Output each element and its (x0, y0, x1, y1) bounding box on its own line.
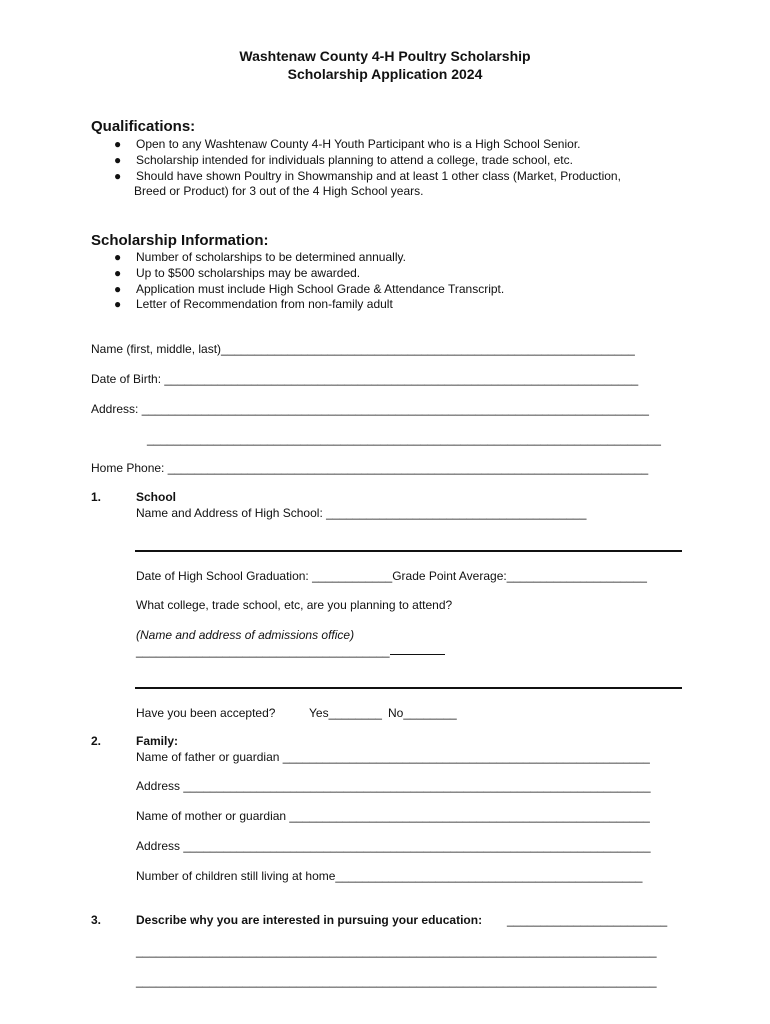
bullet-icon: ● (114, 250, 122, 264)
bullet-icon: ● (114, 137, 122, 151)
scholarship-info-item: ● Number of scholarships to be determined annually. (114, 250, 406, 264)
high-school-name-field[interactable]: Name and Address of High School: _______________________________________ (136, 506, 587, 520)
bullet-icon: ● (114, 153, 122, 167)
accepted-yes-field[interactable]: Yes________ (309, 706, 382, 720)
education-answer-line[interactable]: ______________________________________________________________________________ (136, 974, 657, 988)
name-field[interactable]: Name (first, middle, last)______________________________________________________________ (91, 342, 635, 356)
admissions-office-field[interactable]: ______________________________________ (136, 644, 445, 658)
bullet-icon: ● (114, 282, 122, 296)
date-of-birth-field[interactable]: Date of Birth: _______________________________________________________________________ (91, 372, 639, 386)
education-answer-field[interactable]: ________________________ (507, 913, 668, 927)
form-title: Washtenaw County 4-H Poultry Scholarship (239, 48, 531, 64)
scholarship-info-item: ● Up to $500 scholarships may be awarded. (114, 266, 361, 280)
education-question: Describe why you are interested in pursuing your education: (136, 913, 483, 927)
qualification-item: ● Scholarship intended for individuals planning to attend a college, trade school, etc. (114, 153, 573, 167)
section-2-number: 2. (91, 734, 102, 748)
thick-underline (390, 644, 445, 655)
section-1-number: 1. (91, 490, 102, 504)
father-name-field[interactable]: Name of father or guardian _______________________________________________________ (136, 750, 650, 764)
mother-address-field[interactable]: Address ______________________________________________________________________ (136, 839, 651, 853)
bullet-icon: ● (114, 266, 122, 280)
education-answer-line[interactable]: ______________________________________________________________________________ (136, 944, 657, 958)
bullet-icon: ● (114, 297, 122, 311)
divider-rule (135, 550, 682, 552)
address-field[interactable]: Address: ____________________________________________________________________________ (91, 402, 649, 416)
qualification-item: ● Open to any Washtenaw County 4-H Youth Participant who is a High School Senior. (114, 137, 581, 151)
form-subtitle: Scholarship Application 2024 (287, 66, 483, 82)
children-count-field[interactable]: Number of children still living at home______________________________________________ (136, 869, 643, 883)
graduation-gpa-field[interactable]: Date of High School Graduation: ____________Grade Point Average:_____________________ (136, 569, 647, 583)
school-heading: School (136, 490, 177, 504)
scholarship-info-item: ● Letter of Recommendation from non-family adult (114, 297, 393, 311)
scholarship-info-heading: Scholarship Information: (91, 232, 269, 249)
home-phone-field[interactable]: Home Phone: ________________________________________________________________________ (91, 461, 649, 475)
college-question: What college, trade school, etc, are you planning to attend? (136, 598, 453, 612)
address-line-2-field[interactable]: _____________________________________________________________________________ (147, 432, 661, 446)
accepted-question: Have you been accepted? (136, 706, 276, 720)
family-heading: Family: (136, 734, 179, 748)
scholarship-info-item: ● Application must include High School Grade & Attendance Transcript. (114, 282, 505, 296)
bullet-icon: ● (114, 169, 122, 183)
father-address-field[interactable]: Address ______________________________________________________________________ (136, 779, 651, 793)
divider-rule (135, 687, 682, 689)
qualification-item-continued: Breed or Product) for 3 out of the 4 High School years. (134, 184, 424, 198)
mother-name-field[interactable]: Name of mother or guardian ______________________________________________________ (136, 809, 650, 823)
accepted-no-field[interactable]: No________ (388, 706, 457, 720)
section-3-number: 3. (91, 913, 102, 927)
qualification-item: ● Should have shown Poultry in Showmanship and at least 1 other class (Market, Production, (114, 169, 621, 183)
admissions-office-label: (Name and address of admissions office) (136, 628, 355, 642)
qualifications-heading: Qualifications: (91, 118, 196, 135)
